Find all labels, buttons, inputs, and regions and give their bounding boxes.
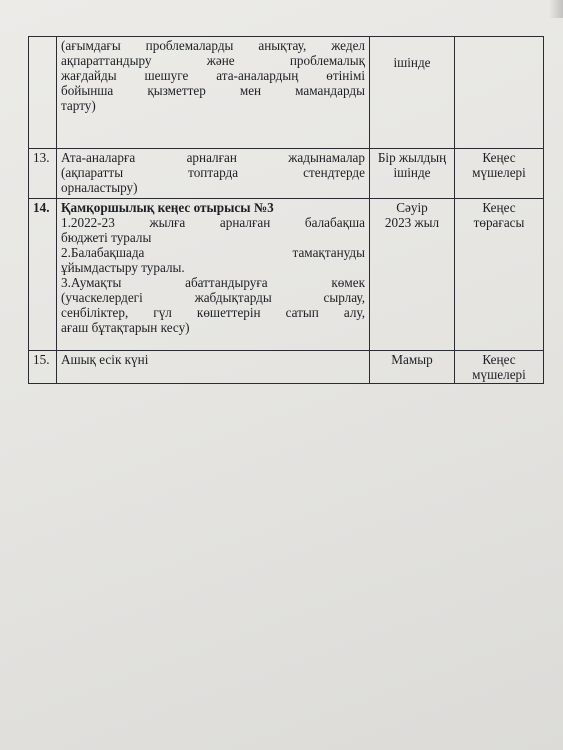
responsible-person: Кеңес мүшелері [455, 351, 544, 384]
activity-description [57, 199, 370, 351]
description-line: 1.2022-23 жылға арналған балабақша [61, 215, 365, 230]
description-line: (ақпаратты топтарда стендтерде [61, 165, 365, 180]
date-line: Сәуір [396, 200, 428, 215]
description-line: жағдайды шешуге ата-аналардың өтінімі [61, 68, 365, 83]
date-line: Мамыр [391, 352, 433, 367]
activity-description [57, 37, 370, 149]
description-line: ұйымдастыру туралы. [61, 260, 185, 275]
description-line: ағаш бұтақтарын кесу) [61, 320, 190, 335]
activity-date [370, 351, 455, 384]
date-line: 2023 жыл [384, 215, 440, 230]
plan-table [28, 36, 544, 384]
responsible-person: Кеңес төрағасы [455, 199, 544, 351]
table-row [29, 351, 544, 384]
description-line: (учаскелердегі жабдықтарды сырлау, [61, 290, 365, 305]
description-line: тарту) [61, 98, 96, 113]
description-line: бойынша қызметтер мен мамандарды [61, 83, 365, 98]
description-line: Ата-аналарға арналған жадынамалар [61, 150, 365, 165]
description-line: орналастыру) [61, 180, 138, 195]
description-line: 3.Аумақты абаттандыруға көмек [61, 275, 365, 290]
table-row [29, 149, 544, 199]
activity-description [57, 351, 370, 384]
row-number: 15. [29, 351, 57, 384]
description-line: (ағымдағы проблемаларды анықтау, жедел [61, 38, 365, 53]
responsible-person: Кеңес мүшелері [455, 149, 544, 199]
description-line: сенбіліктер, гүл көшеттерін сатып алу, [61, 305, 365, 320]
responsible-person [455, 37, 544, 149]
activity-date [370, 199, 455, 351]
description-line: ақпараттандыру және проблемалық [61, 53, 365, 68]
activity-description [57, 149, 370, 199]
page-corner-shadow [549, 0, 563, 18]
activity-date [370, 37, 455, 149]
date-line: ішінде [393, 165, 431, 180]
date-line: Бір жылдың [377, 150, 447, 165]
table-row [29, 199, 544, 351]
row-number: 14. [29, 199, 57, 351]
activity-date [370, 149, 455, 199]
table-row [29, 37, 544, 149]
row-number [29, 37, 57, 149]
row-number: 13. [29, 149, 57, 199]
description-line: бюджеті туралы [61, 230, 152, 245]
meeting-title: Қамқоршылық кеңес отырысы №3 [61, 200, 274, 215]
description-line: 2.Балабақшада тамақтануды [61, 245, 365, 260]
date-line: ішінде [393, 55, 431, 70]
description-line: Ашық есік күні [61, 352, 149, 367]
